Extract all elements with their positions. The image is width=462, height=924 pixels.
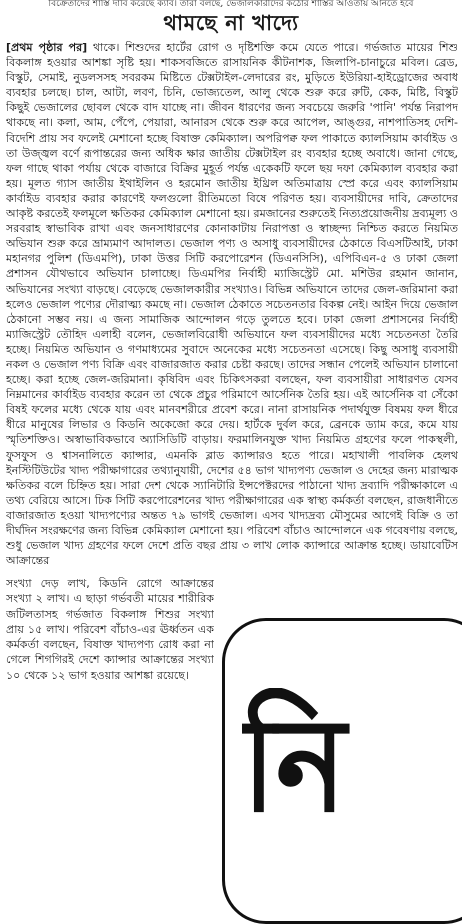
continuation-marker: [প্রথম পৃষ্ঠার পর]	[6, 41, 88, 54]
previous-article-strip: বিক্রেতাদের শাস্তি দাবি করেছে ক্যাব। তারা বলছে, ভেজালকারীদের কঠোর শাস্তির আওতায় আনতে হবে	[48, 0, 414, 8]
article-body	[6, 40, 458, 574]
article-body-continued: সংখ্যা দেড় লাখ, কিডনি রোগে আক্রান্তের সংখ্যা ২ লাখ। এ ছাড়া গর্ভবতী মায়ের শারীরিক জটিলতাসহ গর্ভজাত বিকলাঙ্গ শিশুর সংখ্যা প্রায় ১৫ লাখ। পরিবেশ বাঁচাও-এর ঊর্ধ্বতন এক কর্মকর্তা বলছেন, বিষাক্ত খাদ্যপণ্য রোধ করা না গেলে শিগগিরই দেশে ক্যান্সার আক্রান্তের সংখ্যা ১০ থেকে ১২ ভাগ হওয়ার আশঙ্কা রয়েছে।	[6, 577, 214, 682]
article-headline: থামছে না খাদ্যে	[163, 11, 299, 35]
article-body-text: থাকে। শিশুদের হার্টের রোগ ও দৃষ্টিশক্তি কমে যেতে পারে। গর্ভজাত মায়ের শিশু বিকলাঙ্গ হওয়ার আশঙ্কা সৃষ্টি হয়। শাকসবজিতে রাসায়নিক কীটনাশক, জিলাপি-চানাচুরে মবিল। ব্রেড, বিস্কুট, সেমাই, নুডলসসহ সবরকম মিষ্টিতে টেক্সটাইল-লেদারের রং, মুড়িতে ইউরিয়া-হাইড্রোজের অবাধ ব্যবহার চলছে। চাল, আটা, লবণ, চিনি, ভোজ্যতেল, আলু থেকে শুরু করে রুটি, কেক, মিষ্টি, বিস্কুট কিছুই ভেজালের ছোবল থেকে বাদ যাচ্ছে না। জীবন ধারণের জন্য সবচেয়ে জরুরি 'পানি' পর্যন্ত নিরাপদ থাকছে না। কলা, আম, পেঁপে, পেয়ারা, আনারস থেকে শুরু করে আপেল, আঙ্গুর, নাশপাতিসহ দেশি-বিদেশি প্রায় সব ফলেই মেশানো হচ্ছে বিষাক্ত কেমিক্যাল। অপরিপক্ব ফল পাকাতে ক্যালসিয়াম কার্বাইড ও তা উজ্জ্বল বর্ণে রূপান্তরের জন্য অধিক ক্ষার জাতীয় টেক্সটাইল রং ব্যবহার হচ্ছে অবাধে। জানা গেছে, ফল গাছে থাকা পর্যায় থেকে বাজারে বিক্রির মুহূর্ত পর্যন্ত একেকটি ফলে ছয় দফা কেমিক্যাল ব্যবহার করা হয়। মূলত গ্যাস জাতীয় ইথাইলিন ও হরমোন জাতীয় ইথ্রিল অতিমাত্রায় স্প্রে করে এবং ক্যালসিয়াম কার্বাইড ব্যবহার করার কারণেই ফলগুলো রীতিমতো বিষে পরিণত হয়। ব্যবসায়ীদের দাবি, ক্রেতাদের আকৃষ্ট করতেই ফলমূলে ক্ষতিকর কেমিক্যাল মেশানো হয়। রমজানের শুরুতেই নিত্যপ্রয়োজনীয় দ্রব্যমূল্য ও সরবরাহ স্বাভাবিক রাখা এবং জনসাধারণের কোনাকাটায় নিরাপত্তা ও স্বাচ্ছন্দ্য নিশ্চিত করতে নিয়মিত অভিযান শুরু করে ভ্রাম্যমাণ আদালত। ভেজাল পণ্য ও অসাধু ব্যবসায়ীদের ঠেকাতে বিএসটিআই, ঢাকা মহানগর পুলিশ (ডিএমপি), ঢাকা উত্তর সিটি করপোরেশন (ডিএনসিসি), এপিবিএন-৫ ও ঢাকা জেলা প্রশাসন যৌথভাবে অভিযান চালাচ্ছে। ডিএমপির নির্বাহী ম্যাজিস্ট্রেট মো. মশিউর রহমান জানান, অভিযানের সংখ্যা বাড়ছে। বেড়েছে ভেজালকারীর সংখ্যাও। বিভিন্ন অভিযানে তাদের জেল-জরিমানা করা হলেও ভেজাল পণ্যের দৌরাত্ম্য কমছে না। ভেজাল ঠেকাতে সচেতনতার বিকল্প নেই। আইন দিয়ে ভেজাল ঠেকানো সম্ভব নয়। এ জন্য সামাজিক আন্দোলন গড়ে তুলতে হবে। ঢাকা জেলা প্রশাসনের নির্বাহী ম্যাজিস্ট্রেট তৌহিদ এলাহী বলেন, ভেজালবিরোধী অভিযানে ফল ব্যবসায়ীদের মধ্যে সচেতনতা তৈরি হচ্ছে। নিয়মিত অভিযান ও গণমাধ্যমের সুবাদে অনেকের মধ্যে সচেতনতা এসেছে। কিছু অসাধু ব্যবসায়ী নকল ও ভেজাল পণ্য বিক্রি এবং বাজারজাত করার চেষ্টা করছে। তাদের সন্ধান পেলেই অভিযান চালানো হচ্ছে। করা হচ্ছে জেল-জরিমানা। কৃষিবিদ এবং চিকিৎসকরা বলছেন, ফল ব্যবসায়ীরা সাধারণত যেসব নিম্নমানের কার্বাইড ব্যবহার করেন তা থেকে প্রচুর পরিমাণে আর্সেনিক তৈরি হয়। এই আর্সেনিক বা সেঁকো বিষই ফলের মধ্যে থেকে যায় এবং মানবশরীরে প্রবেশ করে। নানা রাসায়নিক পদার্থযুক্ত বিষময় ফল ধীরে ধীরে মানুষের লিভার ও কিডনি অকেজো করে দেয়। হার্টকে দুর্বল করে, ব্রেনকে ড্যাম করে, কমে যায় স্মৃতিশক্তিও। অস্বাভাবিকভাবে অ্যাসিডিটি বাড়ায়। ফরমালিনযুক্ত খাদ্য নিয়মিত গ্রহণের ফলে পাকস্থলী, ফুসফুস ও শ্বাসনালিতে ক্যান্সার, এমনকি ব্লাড ক্যান্সারও হতে পারে। মহাখালী পাবলিক হেলথ ইনস্টিটিউটের খাদ্য পরীক্ষাগারের তথ্যানুযায়ী, দেশের ৫৪ ভাগ খাদ্যপণ্য ভেজাল ও দেহের জন্য মারাত্মক ক্ষতিকর বলে চিহ্নিত হয়। সারা দেশ থেকে স্যানিটারি ইন্সপেক্টরদের পাঠানো খাদ্য দ্রব্যাদি পরীক্ষাকালে এ তথ্য বেরিয়ে আসে। ঢিক সিটি করপোরেশনের খাদ্য পরীক্ষাগারের এক স্বাস্থ্য কর্মকর্তা বলছেন, রাজধানীতে বাজারজাত হওয়া খাদ্যপণ্যের অন্তত ৭৯ ভাগই ভেজাল। এসব খাদ্যদ্রব্য মৌসুমের আগেই বিক্রি ও তা দীর্ঘদিন সংরক্ষণের জন্য বিভিন্ন কেমিক্যাল মেশানো হয়। পরিবেশ বাঁচাও আন্দোলনে এক গবেষণায় বলছে, শুধু ভেজাল খাদ্য গ্রহণের ফলে দেশে প্রতি বছর প্রায় ৩ লাখ লোক ক্যান্সারে আক্রান্ত হচ্ছে। ডায়াবেটিস আক্রান্তের	[6, 41, 458, 568]
adjacent-advertisement-lettering: নি	[242, 689, 347, 841]
